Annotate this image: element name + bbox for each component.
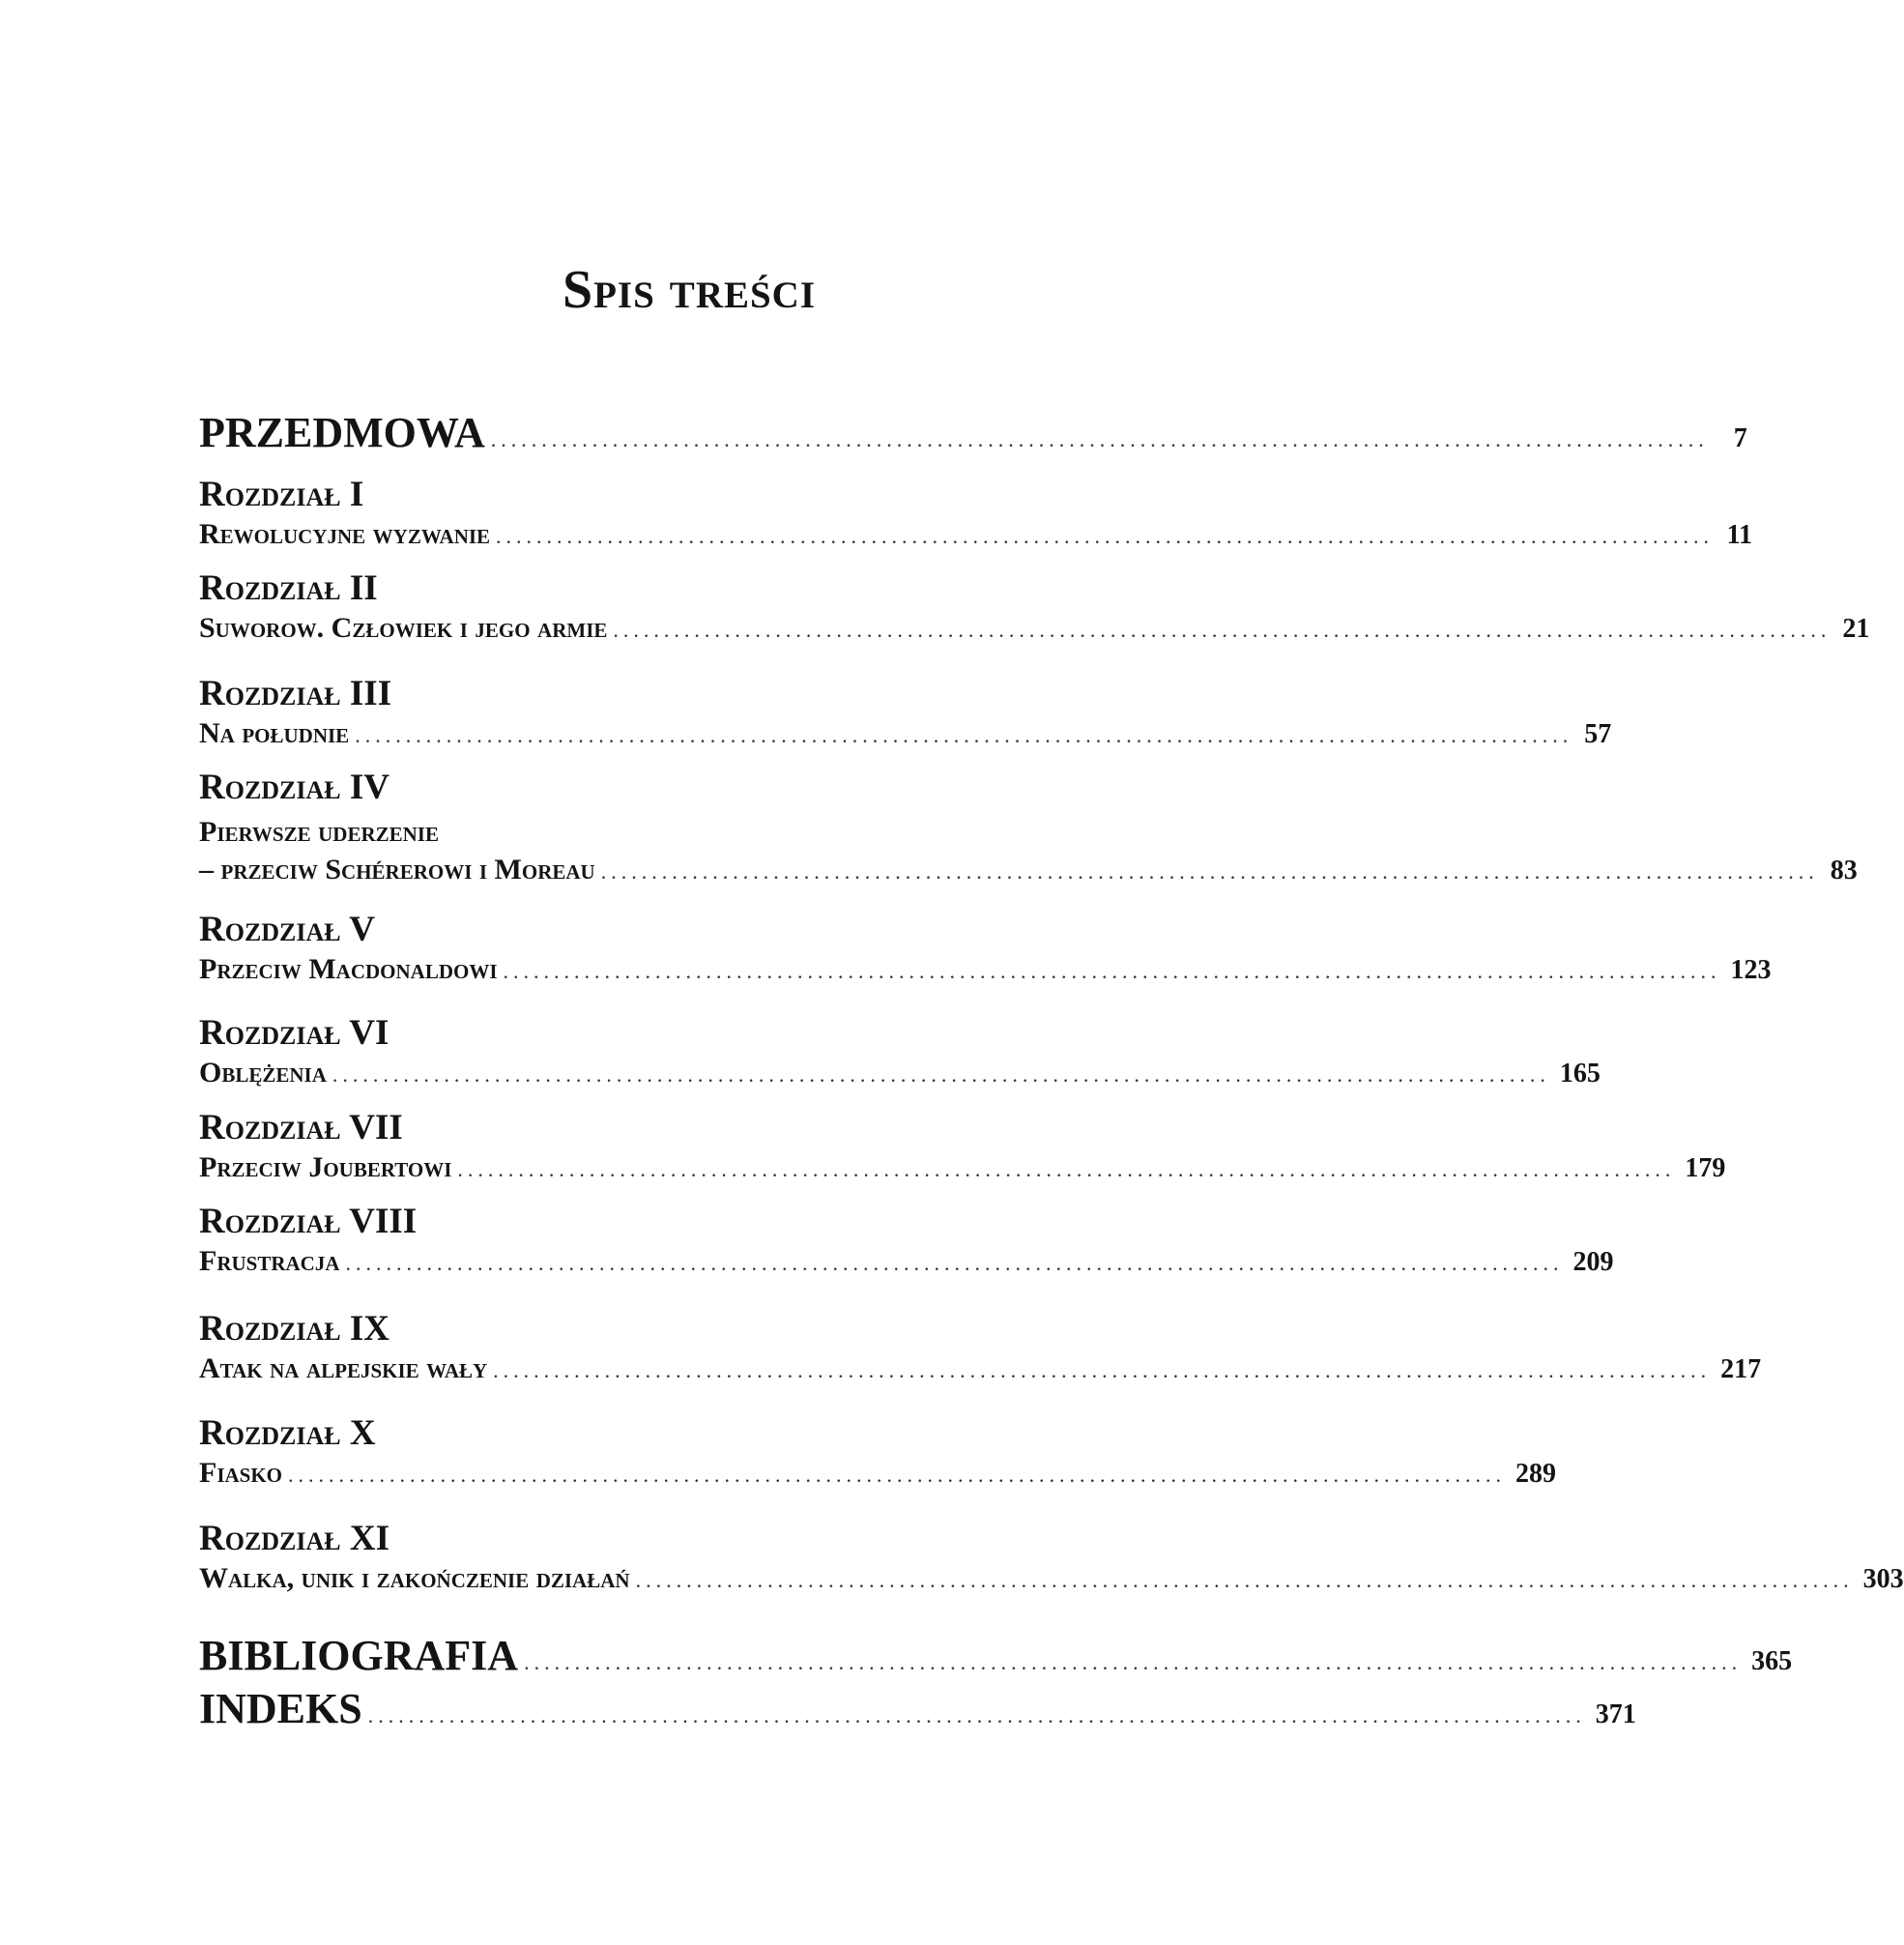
toc-entry [199, 910, 1772, 986]
toc-entry [199, 568, 1870, 645]
chapter-label: Rozdział VII [199, 1108, 403, 1147]
toc-line [199, 612, 1870, 645]
dot-leader: ........................................................................................................................ [503, 959, 1721, 983]
page-number: 21 [1842, 614, 1870, 644]
toc-line [199, 1562, 1904, 1595]
section-title: BIBLIOGRAFIA [199, 1632, 519, 1679]
toc-line [199, 1057, 1601, 1089]
page-number: 371 [1595, 1699, 1636, 1729]
toc-line [199, 717, 1612, 750]
toc-entry [199, 475, 1753, 551]
dot-leader: ........................................................................................................................ [355, 723, 1573, 747]
toc-line [199, 1457, 1557, 1490]
dot-leader: ........................................................................................................................ [288, 1463, 1507, 1487]
chapter-label: Rozdział V [199, 910, 375, 949]
dot-leader: ........................................................................................................................ [457, 1157, 1676, 1181]
chapter-title: Przeciw Macdonaldowi [199, 953, 498, 985]
chapter-label: Rozdział II [199, 568, 378, 608]
dot-leader: ........................................................................................................................ [524, 1650, 1743, 1674]
toc-line [199, 1352, 1762, 1385]
page-number: 83 [1830, 856, 1858, 885]
toc-entry [199, 674, 1612, 750]
chapter-label: Rozdział IX [199, 1309, 390, 1349]
page-number: 209 [1572, 1247, 1614, 1277]
toc-line [199, 408, 1747, 457]
page-title: Spis treści [562, 260, 817, 320]
page-number: 57 [1584, 719, 1612, 749]
dot-leader: ........................................................................................................................ [635, 1568, 1854, 1592]
toc-entry [199, 1684, 1636, 1733]
page-number: 289 [1515, 1459, 1557, 1489]
section-title: INDEKS [199, 1685, 362, 1732]
dot-leader: ........................................................................................................................ [600, 859, 1819, 884]
chapter-title: Na południe [199, 717, 350, 749]
chapter-title: Walka, unik i zakończenie działań [199, 1562, 630, 1594]
chapter-title: Przeciw Joubertowi [199, 1151, 452, 1183]
toc-entry [199, 768, 1858, 886]
toc-line [199, 1684, 1636, 1733]
toc-entry [199, 1108, 1726, 1184]
chapter-title: – przeciw Schérerowi i Moreau [199, 854, 595, 885]
toc-line [199, 1631, 1793, 1680]
toc-line [199, 953, 1772, 986]
dot-leader: ........................................................................................................................ [332, 1062, 1550, 1087]
chapter-title: Rewolucyjne wyzwanie [199, 518, 491, 550]
chapter-label: Rozdział III [199, 674, 392, 713]
chapter-label: Rozdział VIII [199, 1202, 418, 1241]
page-number: 165 [1559, 1059, 1601, 1089]
page-number: 11 [1726, 520, 1753, 550]
dot-leader: ........................................................................................................................ [345, 1251, 1564, 1275]
dot-leader: ........................................................................................................................ [496, 524, 1715, 548]
chapter-title: Frustracja [199, 1245, 340, 1277]
toc-entry [199, 1413, 1557, 1490]
chapter-label: Rozdział IV [199, 768, 390, 807]
toc-entry [199, 1202, 1614, 1278]
chapter-title-line: Pierwsze uderzenie [199, 816, 439, 848]
chapter-title: Fiasko [199, 1457, 283, 1489]
toc-line [199, 854, 1858, 886]
chapter-title: Suworow. Człowiek i jego armie [199, 612, 608, 644]
chapter-title: Oblężenia [199, 1057, 327, 1089]
page-number: 7 [1733, 423, 1747, 453]
chapter-title: Atak na alpejskie wały [199, 1352, 488, 1384]
toc-entry [199, 1519, 1904, 1595]
chapter-label: Rozdział I [199, 475, 364, 514]
page-number: 303 [1862, 1564, 1904, 1594]
dot-leader: ........................................................................................................................ [493, 1358, 1712, 1382]
page-number: 179 [1685, 1153, 1726, 1183]
dot-leader: ........................................................................................................................ [613, 618, 1832, 642]
chapter-label: Rozdział X [199, 1413, 376, 1453]
toc-entry [199, 1013, 1601, 1089]
toc-line [199, 518, 1753, 551]
page-number: 217 [1720, 1354, 1762, 1384]
page-number: 123 [1730, 955, 1772, 985]
toc-entry [199, 1631, 1793, 1680]
dot-leader: ........................................................................................................................ [367, 1703, 1586, 1727]
toc-line [199, 1151, 1726, 1184]
page-number: 365 [1751, 1646, 1793, 1676]
dot-leader: ........................................................................................................................ [490, 427, 1709, 451]
chapter-label: Rozdział XI [199, 1519, 390, 1558]
toc-line [199, 1245, 1614, 1278]
toc-entry [199, 408, 1747, 457]
toc-entry [199, 1309, 1762, 1385]
chapter-label: Rozdział VI [199, 1013, 389, 1053]
section-title: PRZEDMOWA [199, 409, 485, 456]
